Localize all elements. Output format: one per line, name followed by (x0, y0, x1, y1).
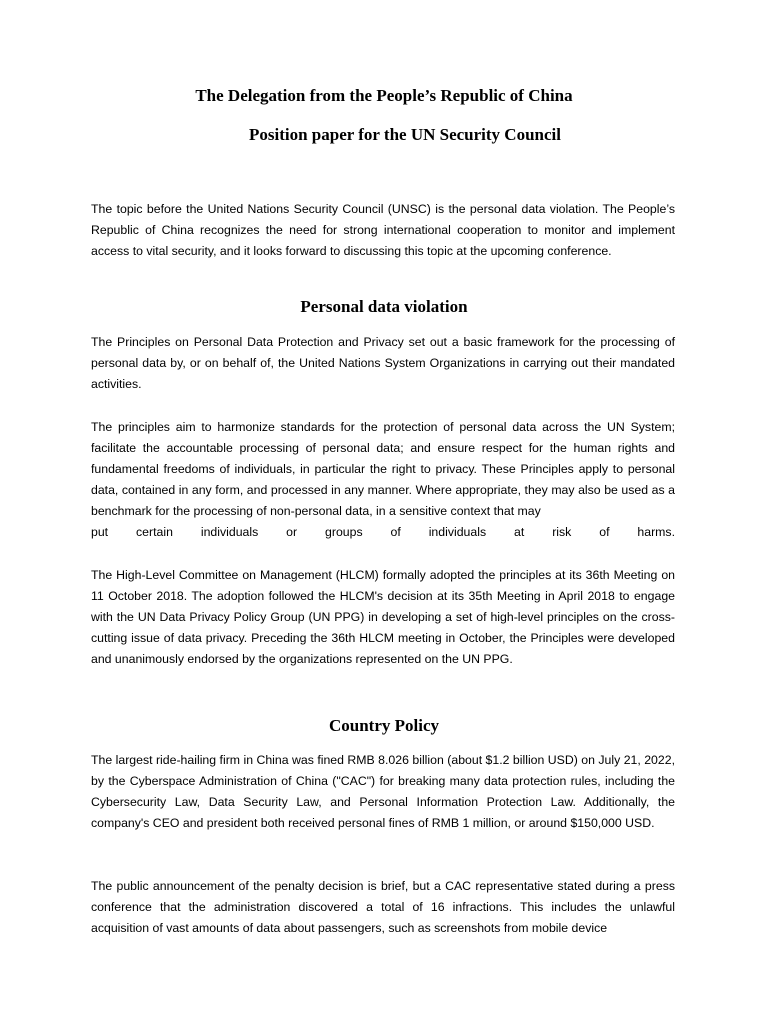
country-policy-paragraph-1: The largest ride-hailing firm in China was fined RMB 8.026 billion (about $1.2 billion USD) on July 21, 2022, by the Cyberspace Administration of China ("CAC") for breaking many data protection rules, including the Cybersecurity Law, Data Security Law, and Personal Information Protection Law. Additionally, the company's CEO and president both received personal fines of RMB 1 million, or around $150,000 USD. (91, 753, 675, 830)
personal-data-paragraph-2-body: The principles aim to harmonize standards for the protection of personal data across the UN System; facilitate the accountable processing of personal data; and ensure respect for the human rights and fundamental freedoms of individuals, in particular the right to privacy. These Principles apply to personal data, contained in any form, and processed in any manner. Where appropriate, they may also be used as a benchmark for the processing of non-personal data, in a sensitive context that may (91, 420, 675, 518)
personal-data-paragraph-2-last-line: put certain individuals or groups of individuals at risk of harms. (91, 525, 675, 539)
personal-data-paragraph-3: The High-Level Committee on Management (HLCM) formally adopted the principles at its 36th Meeting on 11 October 2018. The adoption followed the HLCM's decision at its 35th Meeting in April 2018 to engage with the UN Data Privacy Policy Group (UN PPG) in developing a set of high-level principles on the cross-cutting issue of data privacy. Preceding the 36th HLCM meeting in October, the Principles were developed and unanimously endorsed by the organizations represented on the UN PPG. (91, 568, 675, 666)
section-heading-personal-data-violation: Personal data violation (300, 297, 468, 316)
intro-paragraph: The topic before the United Nations Security Council (UNSC) is the personal data violation. The People’s Republic of China recognizes the need for strong international cooperation to monitor and implement access to vital security, and it looks forward to discussing this topic at the upcoming conference. (91, 202, 675, 258)
document-title: The Delegation from the People’s Republic of China (195, 86, 573, 105)
personal-data-paragraph-1: The Principles on Personal Data Protection and Privacy set out a basic framework for the processing of personal data by, or on behalf of, the United Nations System Organizations in carrying out their mandated activities. (91, 335, 675, 391)
section-heading-country-policy: Country Policy (328, 716, 440, 735)
country-policy-paragraph-2: The public announcement of the penalty decision is brief, but a CAC representative stated during a press conference that the administration discovered a total of 16 infractions. This includes the unlawful acquisition of vast amounts of data about passengers, such as screenshots from mobile device (91, 879, 675, 935)
personal-data-paragraph-2 (91, 417, 675, 543)
document-subtitle: Position paper for the UN Security Council (249, 125, 561, 144)
